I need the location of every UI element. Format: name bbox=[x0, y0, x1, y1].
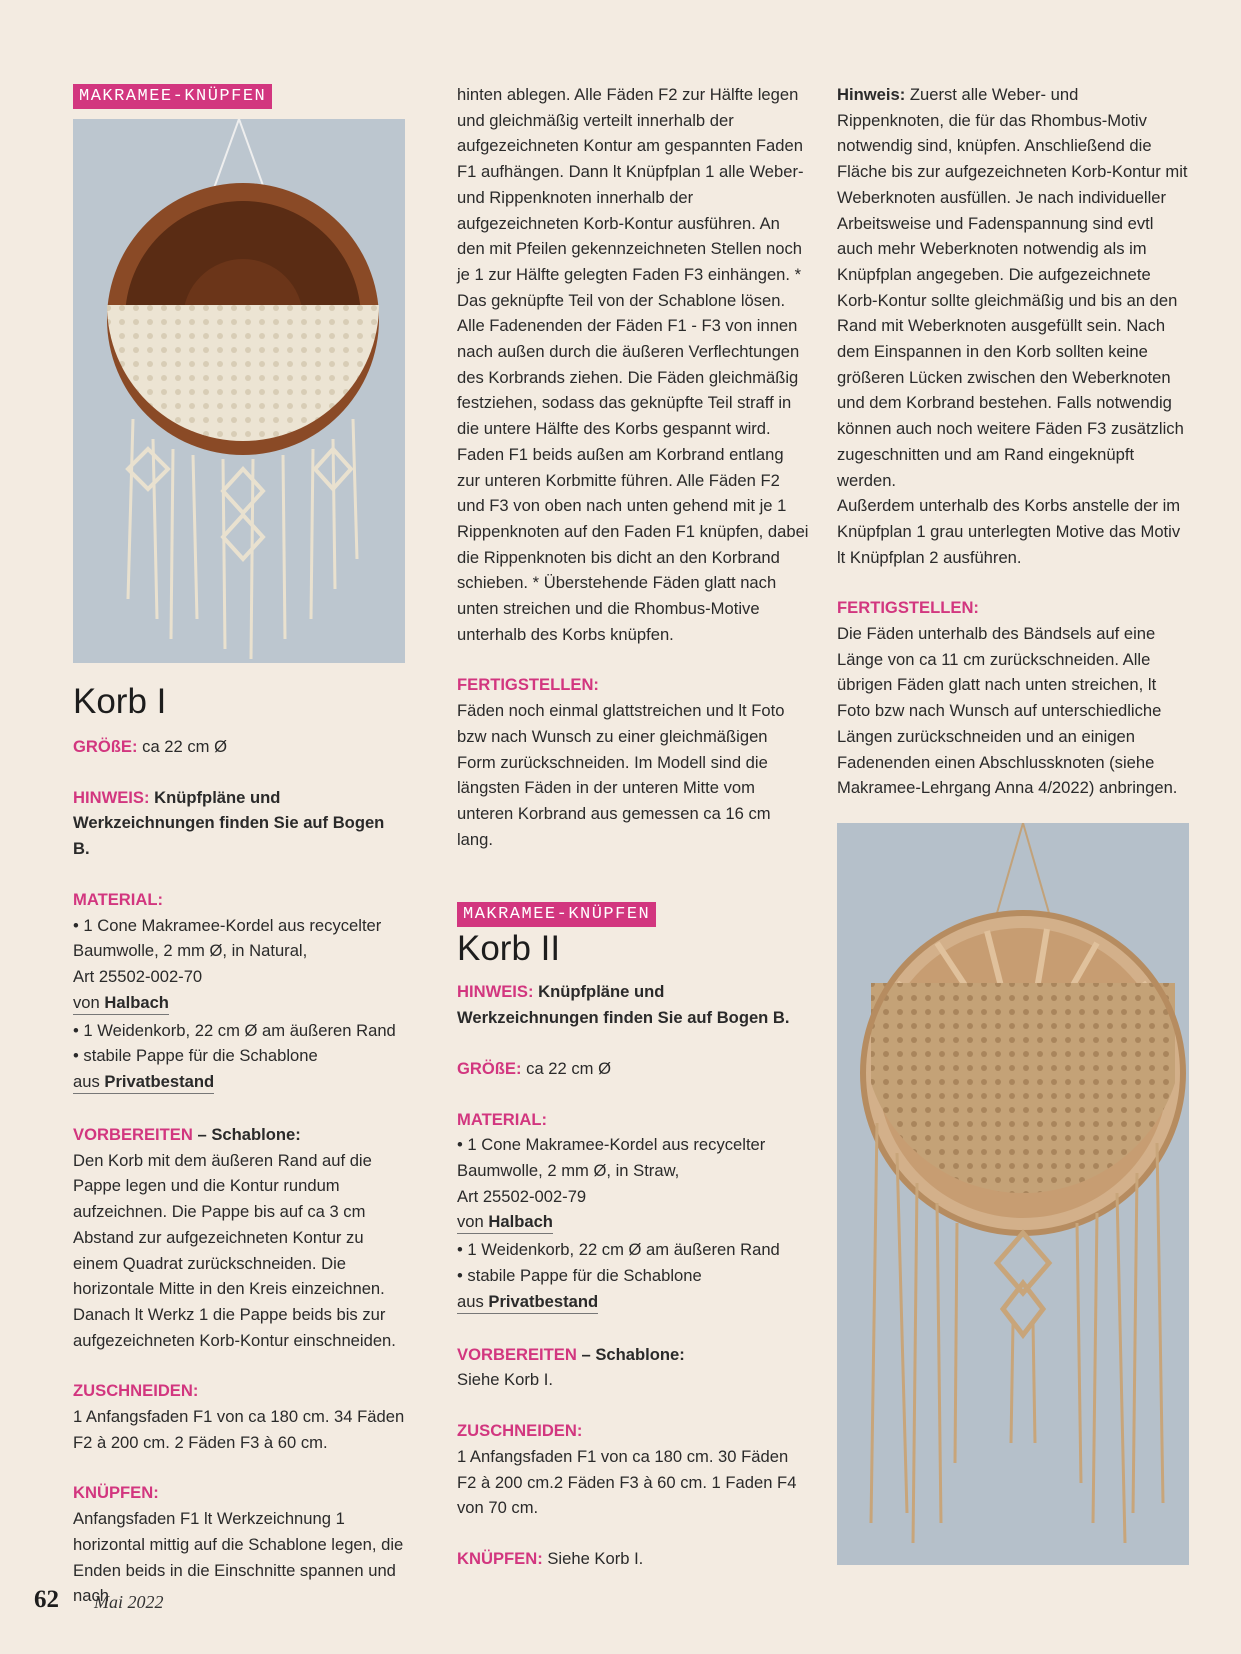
hint-text: Zuerst alle Weber- und Rippenknoten, die für das Rhombus-Motiv notwendig sind, knüpfen. Anschließend die Fläche bis zur aufgezeichneten Korb-Kontur mit Weberknoten ausfüllen. Je nach individueller Arbeitsweise und Fadenspannung sind evtl auch mehr Weberknoten notwendig als im Knüpfplan angegeben. Die aufgezeichnete Korb-Kontur sollte gleichmäßig und bis an den Rand mit Weberknoten ausgefüllt sein. Nach dem Einspannen in den Korb sollten keine größeren Lücken zwischen den Weberknoten und dem Korbrand bestehen. Falls notwendig können auch noch weitere Fäden F3 zusätzlich zugeschnitten und am Rand eingeknüpft werden. bbox=[837, 85, 1188, 490]
finish-label: FERTIGSTELLEN: bbox=[457, 675, 599, 695]
prep-label: VORBEREITEN bbox=[73, 1125, 193, 1145]
material-item: • stabile Pappe für die Schablone bbox=[73, 1046, 318, 1066]
cut-label: ZUSCHNEIDEN: bbox=[457, 1421, 583, 1441]
article-title: Korb II bbox=[457, 929, 561, 969]
knot-label: KNÜPFEN: bbox=[73, 1483, 159, 1503]
finish-label: FERTIGSTELLEN: bbox=[837, 598, 979, 618]
right-column bbox=[837, 82, 1189, 801]
page-number: 62 bbox=[34, 1586, 59, 1613]
prep-text: Den Korb mit dem äußeren Rand auf die Pappe legen und die Kontur rundum aufzeichnen. Die Pappe bis auf ca 3 cm Abstand zur aufgezeichneten Kontur zu einem Quadrat zurückschneiden. Die horizontale Mitte in den Kreis einzeichnen. Danach lt Werkz 1 die Pappe beids bis zur aufgezeichneten Korb-Kontur einschneiden. bbox=[73, 1150, 396, 1350]
source-credit: aus Privatbestand bbox=[73, 1070, 214, 1094]
note-label: HINWEIS: bbox=[457, 982, 534, 1002]
section-tag: MAKRAMEE-KNÜPFEN bbox=[457, 902, 656, 927]
korb-1-photo bbox=[73, 119, 405, 663]
source-credit: aus Privatbestand bbox=[457, 1290, 598, 1314]
instructions-text: hinten ablegen. Alle Fäden F2 zur Hälfte legen und gleichmäßig verteilt innerhalb der aufgezeichneten Kontur am gespannten Faden F1 aufhängen. Dann lt Knüpfplan 1 alle Weber- und Rippenknoten innerhalb der aufgezeichneten Korb-Kontur ausführen. An den mit Pfeilen gekennzeichneten Stellen noch je 1 zur Hälfte gelegten Faden F3 einhängen. * Das geknüpfte Teil von der Schablone lösen. Alle Fadenenden der Fäden F1 - F3 von innen nach außen durch die äußeren Verflechtungen des Korbrands ziehen. Die Fäden gleichmäßig festziehen, sodass das geknüpfte Teil straff in die untere Hälfte des Korbs gespannt wird. Faden F1 beids außen am Korbrand entlang zur unteren Korbmitte führen. Alle Fäden F2 und F3 von oben nach unten gehend mit je 1 Rippenknoten auf den Faden F1 knüpfen, dabei die Rippenknoten bis dicht an den Korbrand schieben. * Überstehende Fäden glatt nach unten streichen und die Rhombus-Motive unterhalb des Korbs knüpfen. bbox=[457, 85, 809, 644]
cut-text: 1 Anfangsfaden F1 von ca 180 cm. 34 Fäden F2 à 200 cm. 2 Fäden F3 à 60 cm. bbox=[73, 1407, 405, 1452]
note-text: Knüpfpläne und Werkzeichnungen finden Sie auf Bogen B. bbox=[457, 982, 790, 1028]
left-column bbox=[73, 82, 405, 109]
source-credit: von Halbach bbox=[73, 991, 169, 1015]
material-item: • 1 Weidenkorb, 22 cm Ø am äußeren Rand bbox=[73, 1020, 396, 1040]
material-item: Baumwolle, 2 mm Ø, in Natural, bbox=[73, 941, 308, 961]
finish-text: Fäden noch einmal glattstreichen und lt Foto bzw nach Wunsch zu einer gleichmäßigen Form zurückschneiden. Im Modell sind die längsten Fäden in der unteren Mitte vom unteren Korbrand aus gemessen ca 16 cm lang. bbox=[457, 701, 785, 849]
size-label: GRÖßE: bbox=[457, 1058, 522, 1078]
material-item: • 1 Cone Makramee-Kordel aus recycelter bbox=[73, 915, 382, 935]
cut-text: 1 Anfangsfaden F1 von ca 180 cm. 30 Fäden F2 à 200 cm.2 Fäden F3 à 60 cm. 1 Faden F4 von 70 cm. bbox=[457, 1446, 797, 1518]
size-value: ca 22 cm Ø bbox=[142, 737, 227, 756]
material-item: Art 25502-002-70 bbox=[73, 966, 203, 986]
material-label: MATERIAL: bbox=[73, 889, 164, 909]
issue-date: Mai 2022 bbox=[94, 1592, 164, 1612]
material-item: Art 25502-002-79 bbox=[457, 1186, 587, 1206]
prep-label: VORBEREITEN bbox=[457, 1344, 577, 1364]
source-credit: von Halbach bbox=[457, 1210, 553, 1234]
note-label: HINWEIS: bbox=[73, 787, 150, 807]
korb-2-photo bbox=[837, 823, 1189, 1565]
knot-text: Anfangsfaden F1 lt Werkzeichnung 1 horizontal mittig auf die Schablone legen, die Enden beids in die Einschnitte spannen und nach bbox=[73, 1509, 404, 1606]
article-title: Korb I bbox=[73, 682, 167, 721]
note-text: Knüpfpläne und Werkzeichnungen finden Sie auf Bogen B. bbox=[73, 787, 385, 859]
material-item: • 1 Cone Makramee-Kordel aus recycelter bbox=[457, 1135, 766, 1155]
cut-label: ZUSCHNEIDEN: bbox=[73, 1381, 199, 1401]
extra-text: Außerdem unterhalb des Korbs anstelle der im Knüpfplan 1 grau unterlegten Motive das Motiv lt Knüpfplan 2 ausführen. bbox=[837, 496, 1181, 567]
finish-text: Die Fäden unterhalb des Bändsels auf eine Länge von ca 11 cm zurückschneiden. Alle übrigen Fäden glatt nach unten streichen, lt Foto bzw nach Wunsch auf unterschiedliche Längen zurückschneiden und an einigen Fadenenden einen Abschlussknoten (siehe Makramee-Lehrgang Anna 4/2022) anbringen. bbox=[837, 624, 1178, 798]
material-item: Baumwolle, 2 mm Ø, in Straw, bbox=[457, 1160, 680, 1180]
knot-label: KNÜPFEN: bbox=[457, 1548, 543, 1568]
prep-text: Siehe Korb I. bbox=[457, 1370, 553, 1390]
size-value: ca 22 cm Ø bbox=[526, 1058, 611, 1078]
left-column-body: Korb I GRÖßE: ca 22 cm Ø HINWEIS: Knüpfpläne und Werkzeichnungen finden Sie auf Bogen B. MATERIAL: • 1 Cone Makramee-Kordel aus recycelter Baumwolle, 2 mm Ø, in Natural, Art 25502-002-70 von Halbach • 1 Weidenkorb, 22 cm Ø am äußeren Rand • stabile Pappe für die Schablone aus Privatbestand VORBEREITEN – Schablone: Den Korb mit dem äußeren Rand auf die Pappe legen und die Kontur rundum aufzeichnen. Die Pappe bis auf ca 3 cm Abstand zur aufgezeichneten Kontur zu einem Quadrat zurückschneiden. Die horizontale Mitte in den Kreis einzeichnen. Danach lt Werkz 1 die Pappe beids bis zur aufgezeichneten Korb-Kontur einschneiden. ZUSCHNEIDEN: 1 Anfangsfaden F1 von ca 180 cm. 34 Fäden F2 à 200 cm. 2 Fäden F3 à 60 cm. KNÜPFEN: Anfangsfaden F1 lt Werkzeichnung 1 horizontal mittig auf die Schablone legen, die Enden beids in die Einschnitte spannen und nach bbox=[73, 680, 405, 1609]
knot-text: Siehe Korb I. bbox=[547, 1548, 644, 1568]
material-item: • stabile Pappe für die Schablone bbox=[457, 1266, 702, 1286]
material-label: MATERIAL: bbox=[457, 1109, 548, 1129]
hint-label: Hinweis: bbox=[837, 85, 906, 104]
size-label: GRÖßE: bbox=[73, 737, 138, 756]
middle-column: hinten ablegen. Alle Fäden F2 zur Hälfte legen und gleichmäßig verteilt innerhalb der aufgezeichneten Kontur am gespannten Faden F1 aufhängen. Dann lt Knüpfplan 1 alle Weber- und Rippenknoten innerhalb der aufgezeichneten Korb-Kontur ausführen. An den mit Pfeilen gekennzeichneten Stellen noch je 1 zur Hälfte gelegten Faden F3 einhängen. * Das geknüpfte Teil von der Schablone lösen. Alle Fadenenden der Fäden F1 - F3 von innen nach außen durch die äußeren Verflechtungen des Korbrands ziehen. Die Fäden gleichmäßig festziehen, sodass das geknüpfte Teil straff in die untere Hälfte des Korbs gespannt wird. Faden F1 beids außen am Korbrand entlang zur unteren Korbmitte führen. Alle Fäden F2 und F3 von oben nach unten gehend mit je 1 Rippenknoten auf den Faden F1 knüpfen, dabei die Rippenknoten bis dicht an den Korbrand schieben. * Überstehende Fäden glatt nach unten streichen und die Rhombus-Motive unterhalb des Korbs knüpfen. FERTIGSTELLEN: Fäden noch einmal glattstreichen und lt Foto bzw nach Wunsch zu einer gleichmäßigen Form zurückschneiden. Im Modell sind die längsten Fäden in der unteren Mitte vom unteren Korbrand aus gemessen ca 16 cm lang. MAKRAMEE-KNÜPFEN Korb II HINWEIS: Knüpfpläne und Werkzeichnungen finden Sie auf Bogen B. GRÖßE: ca 22 cm Ø MATERIAL: • 1 Cone Makramee-Kordel aus recycelter Baumwolle, 2 mm Ø, in Straw, Art 25502-002-79 von Halbach • 1 Weidenkorb, 22 cm Ø am äußeren Rand • stabile Pappe für die Schablone aus Privatbestand VORBEREITEN – Schablone: Siehe Korb I. ZUSCHNEIDEN: 1 Anfangsfaden F1 von ca 180 cm. 30 Fäden F2 à 200 cm.2 Fäden F3 à 60 cm. 1 Faden F4 von 70 cm. KNÜPFEN: Siehe Korb I. bbox=[457, 82, 809, 1572]
material-item: • 1 Weidenkorb, 22 cm Ø am äußeren Rand bbox=[457, 1240, 780, 1260]
section-tag: MAKRAMEE-KNÜPFEN bbox=[73, 84, 272, 109]
